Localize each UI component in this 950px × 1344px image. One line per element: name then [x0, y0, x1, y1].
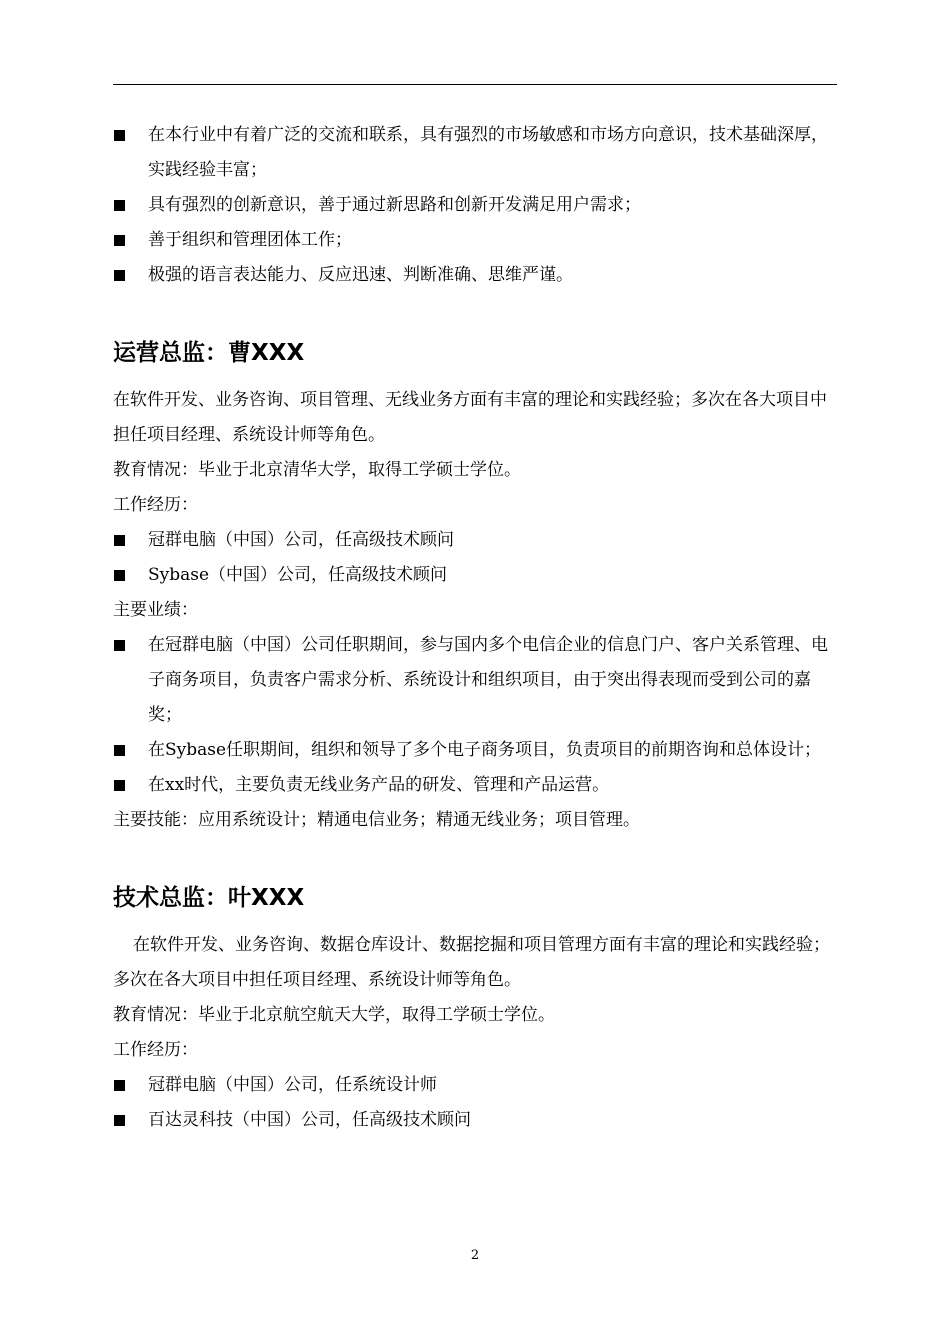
- list-item: 在本行业中有着广泛的交流和联系，具有强烈的市场敏感和市场方向意识，技术基础深厚，实践经验丰富；: [113, 118, 837, 188]
- ops-director-heading: 运营总监：曹XXX: [113, 340, 305, 366]
- ops-education: 教育情况：毕业于北京清华大学，取得工学硕士学位。: [113, 460, 521, 480]
- list-item: 在Sybase任职期间，组织和领导了多个电子商务项目，负责项目的前期咨询和总体设计；: [113, 733, 837, 768]
- header-rule: [113, 84, 837, 85]
- square-bullet-icon: [114, 270, 125, 281]
- ops-work-label: 工作经历：: [113, 495, 198, 515]
- list-item: 善于组织和管理团体工作；: [113, 223, 837, 258]
- square-bullet-icon: [114, 745, 125, 756]
- list-item: Sybase（中国）公司，任高级技术顾问: [113, 558, 837, 593]
- square-bullet-icon: [114, 780, 125, 791]
- square-bullet-icon: [114, 535, 125, 546]
- list-item: 在xx时代，主要负责无线业务产品的研发、管理和产品运营。: [113, 768, 837, 803]
- square-bullet-icon: [114, 200, 125, 211]
- tech-summary: 在软件开发、业务咨询、数据仓库设计、数据挖掘和项目管理方面有丰富的理论和实践经验；多次在各大项目中担任项目经理、系统设计师等角色。: [113, 935, 830, 990]
- square-bullet-icon: [114, 570, 125, 581]
- square-bullet-icon: [114, 130, 125, 141]
- ops-achievements-label: 主要业绩：: [113, 600, 198, 620]
- ops-summary: 在软件开发、业务咨询、项目管理、无线业务方面有丰富的理论和实践经验；多次在各大项目中担任项目经理、系统设计师等角色。: [113, 390, 827, 445]
- list-item: 极强的语言表达能力、反应迅速、判断准确、思维严谨。: [113, 258, 837, 293]
- ops-skills: 主要技能：应用系统设计；精通电信业务；精通无线业务；项目管理。: [113, 810, 640, 830]
- document-body: [113, 118, 837, 1138]
- square-bullet-icon: [114, 235, 125, 246]
- list-item: 具有强烈的创新意识，善于通过新思路和创新开发满足用户需求；: [113, 188, 837, 223]
- list-item: 冠群电脑（中国）公司，任高级技术顾问: [113, 523, 837, 558]
- square-bullet-icon: [114, 1115, 125, 1126]
- list-item: 在冠群电脑（中国）公司任职期间，参与国内多个电信企业的信息门户、客户关系管理、电子商务项目，负责客户需求分析、系统设计和组织项目，由于突出得表现而受到公司的嘉奖；: [113, 628, 837, 733]
- square-bullet-icon: [114, 1080, 125, 1091]
- tech-work-label: 工作经历：: [113, 1040, 198, 1060]
- square-bullet-icon: [114, 640, 125, 651]
- list-item: 百达灵科技（中国）公司，任高级技术顾问: [113, 1103, 837, 1138]
- tech-education: 教育情况：毕业于北京航空航天大学，取得工学硕士学位。: [113, 1005, 555, 1025]
- tech-director-heading: 技术总监：叶XXX: [113, 885, 305, 911]
- list-item: 冠群电脑（中国）公司，任系统设计师: [113, 1068, 837, 1103]
- page-number: 2: [470, 1248, 480, 1263]
